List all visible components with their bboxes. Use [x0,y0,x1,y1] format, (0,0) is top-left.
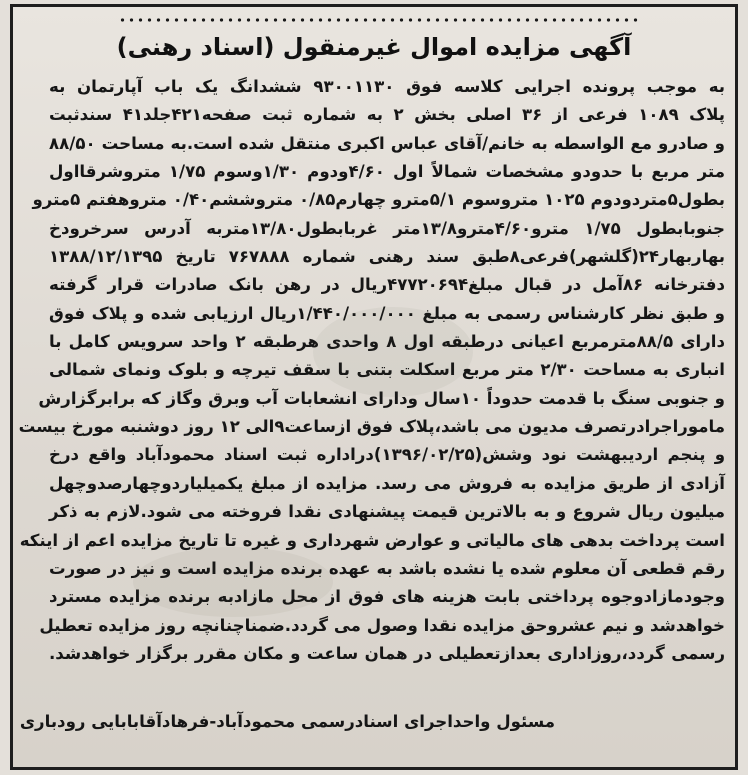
notice-body [18,73,726,668]
body-line: دارای ۸۸/۵مترمربع اعیانی درطبقه اول ۸ واحدی هرطبقه ۲ واحد سرویس کامل با [49,332,725,352]
body-line: میلیون ریال شروع و به بالاترین قیمت پیشنهادی نقدا فروخته می شود.لازم به ذکر [49,502,725,522]
body-line: بهاربهار۲۴(گلشهر)فرعی۸طبق سند رهنی شماره ۷۶۷۸۸۸ تاریخ ۱۳۸۸/۱۲/۱۳۹۵ [49,247,725,267]
body-line: و جنوبی سنگ با قدمت حدوداً ۱۰سال ودارای انشعابات آب وبرق وگاز که برابرگزارش [38,388,725,408]
body-line: و طبق نظر کارشناس رسمی به مبلغ ۱/۴۴۰/۰۰۰/۰۰۰ریال ارزیابی شده و پلاک فوق [49,303,725,323]
body-line: متر مربع با حدودو مشخصات شمالاً اول ۴/۶۰ودوم ۱/۳۰وسوم ۱/۷۵ متروشرقااول [49,162,725,182]
body-line: آزادی از طریق مزایده به فروش می رسد. مزایده از مبلغ یکمیلیاردوچهارصدوچهل [49,473,725,493]
body-line: و صادرو مع الواسطه به خانم/آقای عباس اکبری منتقل شده است.به مساحت ۸۸/۵۰ [49,133,725,153]
body-line: رقم قطعی آن معلوم شده یا نشده باشد به عهده برنده مزایده است و نیز در صورت [49,558,725,578]
body-line: انباری به مساحت ۲/۳۰ متر مربع اسکلت بتنی با سقف تیرچه و بلوک ونمای شمالی [49,360,725,380]
body-line: به موجب پرونده اجرایی کلاسه فوق ۹۳۰۰۱۱۳۰ ششدانگ یک باب آپارتمان به [49,77,725,96]
dotted-divider [118,17,638,23]
body-line: وجودمازادوجوه پرداختی بابت هزینه های فوق از محل مازادبه برنده مزایده مسترد [49,587,725,607]
notice-frame [10,4,738,770]
signature-line: مسئول واحداجرای اسنادرسمی محمودآباد-فرهادآقابابایی رودباری [19,712,555,731]
signature-block [20,709,555,735]
body-line: جنوبابطول ۱/۷۵ مترو۴/۶۰مترو۱۳/۸متر غربابطول۱۳/۸۰متربه آدرس سرخرودخ [49,218,725,238]
body-line: رسمی گردد،روزاداری بعدازتعطیلی در همان ساعت و مکان مقرر برگزار خواهدشد. [49,643,725,663]
body-line: دفترخانه ۸۶آمل در قبال مبلغ۴۷۷۲۰۶۹۴ریال در رهن بانک صادرات قرار گرفته [49,275,725,295]
body-line: است پرداخت بدهی های مالیاتی و عوارض شهرداری و غیره تا تاریخ مزایده اعم از اینکه [19,530,725,550]
body-line: پلاک ۱۰۸۹ فرعی از ۳۶ اصلی بخش ۲ به شماره ثبت صفحه۴۲۱جلد۴۱ سندثبت [49,105,725,125]
body-line: بطول۵متردودوم ۱۰۲۵ متروسوم ۵/۱مترو چهارم۰/۸۵ متروششم۰/۴۰ متروهفتم ۵مترو [32,190,725,210]
body-line: ماموراجرادرتصرف مدیون می باشد،پلاک فوق ازساعت۹الی ۱۲ روز دوشنبه مورخ بیست [18,417,725,437]
body-line: و پنجم اردیبهشت نود وشش(۱۳۹۶/۰۲/۲۵)دراداره ثبت اسناد محمودآباد واقع درخ [49,445,726,465]
body-line: خواهدشد و نیم عشروحق مزایده نقدا وصول می گردد.ضمناچنانچه روز مزایده تعطیل [39,615,725,635]
notice-title: آگهی مزایده اموال غیرمنقول (اسناد رهنی) [116,33,632,61]
